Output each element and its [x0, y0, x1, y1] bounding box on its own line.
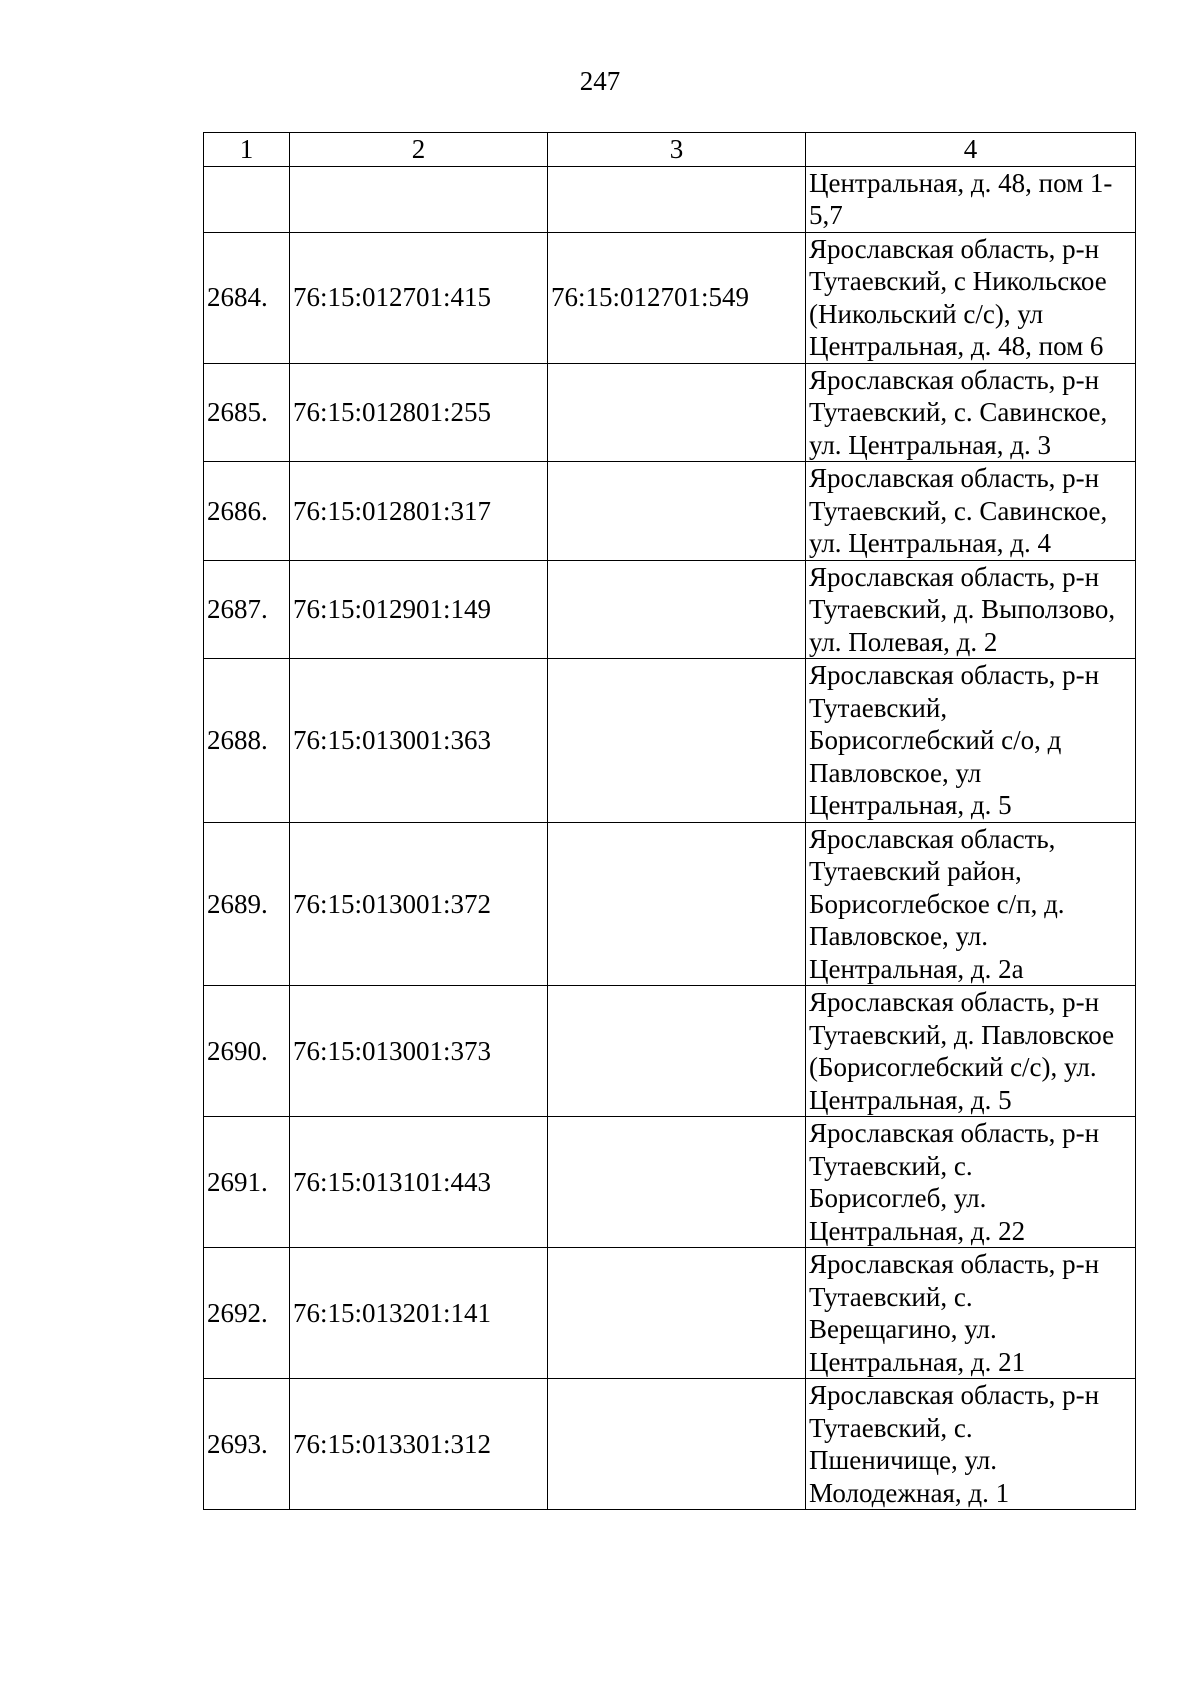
- address-cell: [806, 363, 1136, 462]
- address-line: Центральная, д. 48, пом 1-: [809, 167, 1113, 198]
- row-number-cell: [204, 166, 290, 232]
- address-line: Тутаевский, с. Савинское,: [809, 495, 1108, 526]
- cadastral-number-cell: 76:15:013201:141: [290, 1248, 548, 1379]
- column-header-1: 1: [204, 133, 290, 167]
- address-line: Ярославская область, р-н: [809, 1249, 1100, 1279]
- column-header-2: 2: [290, 133, 548, 167]
- register-table: [203, 132, 1136, 1510]
- address-cell: [806, 822, 1136, 986]
- table-row: [204, 363, 1136, 462]
- address-cell: [806, 560, 1136, 659]
- row-number-cell: 2693.: [204, 1379, 290, 1510]
- address-line: Центральная, д. 5: [809, 1084, 1012, 1115]
- address-line: Ярославская область, р-н: [809, 987, 1100, 1017]
- address-cell: [806, 1248, 1136, 1379]
- address-line: Борисоглебское с/п, д.: [809, 888, 1065, 919]
- row-number-cell: 2686.: [204, 462, 290, 561]
- address-line: Тутаевский район,: [809, 856, 1022, 886]
- cadastral-number-cell: 76:15:012901:149: [290, 560, 548, 659]
- address-line: 5,7: [809, 200, 843, 230]
- address-line: Ярославская область, р-н: [809, 233, 1100, 264]
- address-cell: [806, 232, 1136, 363]
- column-header-4: 4: [806, 133, 1136, 167]
- address-line: Тутаевский,: [809, 692, 948, 723]
- related-cadastral-number-cell: [548, 462, 806, 561]
- row-number-cell: 2688.: [204, 659, 290, 823]
- column-header-3: 3: [548, 133, 806, 167]
- related-cadastral-number-cell: [548, 166, 806, 232]
- address-line: Тутаевский, д. Павловское: [809, 1019, 1115, 1050]
- address-cell: [806, 1379, 1136, 1510]
- table-row: [204, 560, 1136, 659]
- address-cell: [806, 462, 1136, 561]
- related-cadastral-number-cell: [548, 1117, 806, 1248]
- table-header-row: [204, 133, 1136, 167]
- address-line: Ярославская область, р-н: [809, 1380, 1100, 1410]
- cadastral-number-cell: 76:15:013101:443: [290, 1117, 548, 1248]
- cadastral-number-cell: 76:15:013301:312: [290, 1379, 548, 1510]
- address-line: ул. Центральная, д. 4: [809, 528, 1051, 558]
- related-cadastral-number-cell: [548, 822, 806, 986]
- address-line: Центральная, д. 5: [809, 790, 1012, 820]
- address-line: Ярославская область,: [809, 823, 1056, 854]
- address-line: Центральная, д. 2а: [809, 953, 1024, 984]
- cadastral-number-cell: 76:15:013001:363: [290, 659, 548, 823]
- row-number-cell: 2684.: [204, 232, 290, 363]
- row-number-cell: 2687.: [204, 560, 290, 659]
- address-cell: [806, 986, 1136, 1117]
- address-line: Центральная, д. 21: [809, 1346, 1026, 1377]
- row-number-cell: 2692.: [204, 1248, 290, 1379]
- related-cadastral-number-cell: [548, 659, 806, 823]
- cadastral-number-cell: 76:15:013001:372: [290, 822, 548, 986]
- address-line: (Борисоглебский с/с), ул.: [809, 1052, 1097, 1082]
- table-row: [204, 1248, 1136, 1379]
- related-cadastral-number-cell: [548, 1248, 806, 1379]
- address-line: Верещагино, ул.: [809, 1314, 997, 1344]
- page-number: 247: [579, 66, 621, 96]
- address-line: Тутаевский, с.: [809, 1281, 973, 1312]
- related-cadastral-number-cell: [548, 560, 806, 659]
- address-line: Пшеничище, ул.: [809, 1445, 998, 1475]
- address-line: Тутаевский, с. Савинское,: [809, 397, 1108, 427]
- address-line: Центральная, д. 22: [809, 1215, 1026, 1246]
- address-line: Тутаевский, д. Выползово,: [809, 594, 1116, 624]
- register-table-body: [204, 133, 1136, 1510]
- address-line: Павловское, ул: [809, 757, 982, 788]
- row-number-cell: 2691.: [204, 1117, 290, 1248]
- address-line: Тутаевский, с.: [809, 1150, 973, 1181]
- table-row: [204, 822, 1136, 986]
- related-cadastral-number-cell: [548, 363, 806, 462]
- table-row: [204, 462, 1136, 561]
- related-cadastral-number-cell: [548, 986, 806, 1117]
- table-row: [204, 1379, 1136, 1510]
- address-cell: [806, 1117, 1136, 1248]
- address-line: Ярославская область, р-н: [809, 463, 1100, 493]
- cadastral-number-cell: 76:15:013001:373: [290, 986, 548, 1117]
- address-line: (Никольский с/с), ул: [809, 298, 1044, 329]
- cadastral-number-cell: [290, 166, 548, 232]
- address-line: ул. Центральная, д. 3: [809, 429, 1051, 460]
- address-line: Молодежная, д. 1: [809, 1477, 1010, 1508]
- table-row: [204, 232, 1136, 363]
- cadastral-number-cell: 76:15:012801:317: [290, 462, 548, 561]
- address-line: Ярославская область, р-н: [809, 1118, 1100, 1148]
- row-number-cell: 2690.: [204, 986, 290, 1117]
- address-line: Центральная, д. 48, пом 6: [809, 331, 1104, 361]
- cadastral-number-cell: 76:15:012801:255: [290, 363, 548, 462]
- address-line: Ярославская область, р-н: [809, 561, 1100, 592]
- cadastral-number-cell: 76:15:012701:415: [290, 232, 548, 363]
- table-row: [204, 1117, 1136, 1248]
- table-row: [204, 166, 1136, 232]
- address-line: Павловское, ул.: [809, 921, 989, 951]
- address-line: Тутаевский, с Никольское: [809, 266, 1107, 296]
- row-number-cell: 2685.: [204, 363, 290, 462]
- address-line: Ярославская область, р-н: [809, 660, 1100, 690]
- address-cell: [806, 659, 1136, 823]
- row-number-cell: 2689.: [204, 822, 290, 986]
- table-row: [204, 659, 1136, 823]
- address-cell: [806, 166, 1136, 232]
- address-line: Тутаевский, с.: [809, 1412, 973, 1443]
- related-cadastral-number-cell: 76:15:012701:549: [548, 232, 806, 363]
- address-line: Ярославская область, р-н: [809, 364, 1100, 395]
- related-cadastral-number-cell: [548, 1379, 806, 1510]
- address-line: ул. Полевая, д. 2: [809, 626, 998, 657]
- address-line: Борисоглебский с/о, д: [809, 725, 1062, 755]
- address-line: Борисоглеб, ул.: [809, 1183, 987, 1213]
- table-row: [204, 986, 1136, 1117]
